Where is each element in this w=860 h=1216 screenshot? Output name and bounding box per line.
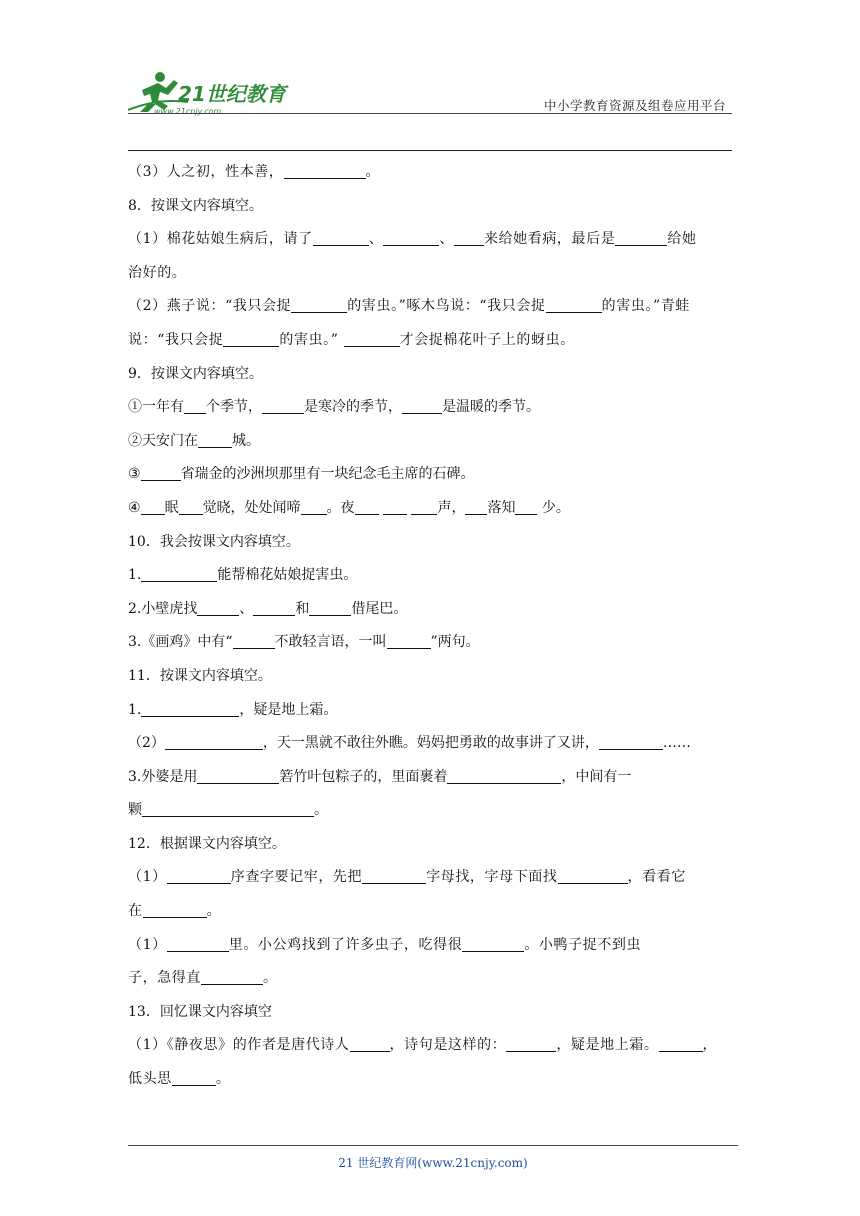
text-line: ④ 眠 觉晓，处处闻啼 。夜 声， 落知 少。 — [128, 499, 570, 516]
logo-url: www.21cnjy.com — [154, 107, 222, 116]
text-line: 治好的。 — [128, 264, 187, 281]
text-line: （1）《静夜思》的作者是唐代诗人 ，诗句是这样的： ，疑是地上霜。 ， — [128, 1037, 718, 1054]
text-line: ②天安门在 城。 — [128, 432, 260, 449]
answer-blank[interactable] — [462, 935, 524, 952]
answer-blank[interactable] — [197, 599, 239, 616]
question-heading: 13．回忆课文内容填空 — [128, 1003, 272, 1020]
answer-blank[interactable] — [447, 767, 561, 784]
question-heading: 11．按课文内容填空。 — [128, 667, 272, 684]
text-line: （2） ，天一黑就不敢往外瞧。妈妈把勇敢的故事讲了又讲， …… — [128, 735, 691, 752]
answer-blank[interactable] — [167, 935, 229, 952]
platform-name: 中小学教育资源及组卷应用平台 — [543, 98, 726, 113]
answer-blank[interactable] — [546, 296, 602, 313]
text-line: 颗 。 — [128, 802, 328, 819]
logo-text: 21世纪教育 — [178, 82, 286, 106]
runner-logo-icon — [128, 68, 298, 118]
header-rule-thick — [128, 150, 732, 151]
answer-blank[interactable] — [141, 565, 217, 582]
text-line: 2.小壁虎找 、 和 借尾巴。 — [128, 600, 408, 617]
text-line: 子，急得直 。 — [128, 970, 278, 987]
answer-blank[interactable] — [167, 867, 231, 884]
answer-blank[interactable] — [355, 498, 379, 515]
answer-blank[interactable] — [165, 733, 263, 750]
text-line: 在 。 — [128, 903, 222, 920]
answer-blank[interactable] — [387, 632, 431, 649]
text-line: 低头思 。 — [128, 1071, 231, 1088]
text-line: ①一年有 个季节， 是寒冷的季节， 是温暖的季节。 — [128, 399, 540, 416]
answer-blank[interactable] — [197, 767, 279, 784]
answer-blank[interactable] — [465, 498, 487, 515]
answer-blank[interactable] — [411, 498, 437, 515]
answer-blank[interactable] — [141, 464, 181, 481]
answer-blank[interactable] — [142, 800, 314, 817]
answer-blank[interactable] — [291, 296, 347, 313]
answer-blank[interactable] — [309, 599, 351, 616]
answer-blank[interactable] — [223, 330, 279, 347]
answer-blank[interactable] — [201, 968, 263, 985]
text-line: 1. ，疑是地上霜。 — [128, 701, 338, 718]
text-line: 1. 能帮棉花姑娘捉害虫。 — [128, 567, 358, 584]
answer-blank[interactable] — [362, 867, 426, 884]
footer-rule — [128, 1145, 738, 1146]
answer-blank[interactable] — [615, 229, 667, 246]
worksheet-content — [128, 156, 734, 1097]
text-line: （1） 里。小公鸡找到了许多虫子，吃得很 。小鸭子捉不到虫 — [128, 936, 642, 953]
text-line: 说：“我只会捉 的害虫。” 才会捉棉花叶子上的蚜虫。 — [128, 331, 575, 348]
answer-blank[interactable] — [184, 397, 206, 414]
logo — [128, 68, 298, 118]
answer-blank[interactable] — [454, 229, 484, 246]
answer-blank[interactable] — [558, 867, 628, 884]
answer-blank[interactable] — [143, 901, 207, 918]
answer-blank[interactable] — [179, 498, 203, 515]
page-footer — [128, 1145, 738, 1171]
answer-blank[interactable] — [301, 498, 327, 515]
answer-blank[interactable] — [350, 1035, 390, 1052]
text-line: 3.《画鸡》中有“ 不敢轻言语，一叫 ”两句。 — [128, 634, 480, 651]
answer-blank[interactable] — [233, 632, 275, 649]
answer-blank[interactable] — [344, 330, 400, 347]
answer-blank[interactable] — [313, 229, 369, 246]
text-line: ③ 省瑞金的沙洲坝那里有一块纪念毛主席的石碑。 — [128, 466, 475, 483]
answer-blank[interactable] — [141, 498, 165, 515]
answer-blank[interactable] — [402, 397, 442, 414]
question-heading: 10．我会按课文内容填空。 — [128, 533, 300, 550]
answer-blank[interactable] — [284, 162, 366, 179]
question-heading: 8．按课文内容填空。 — [128, 197, 263, 214]
answer-blank[interactable] — [506, 1035, 556, 1052]
question-heading: 9．按课文内容填空。 — [128, 365, 263, 382]
header-rule — [128, 113, 732, 114]
footer-text[interactable]: 21 世纪教育网(www.21cnjy.com) — [338, 1156, 528, 1170]
text-line: （3）人之初，性本善， 。 — [128, 164, 381, 180]
answer-blank[interactable] — [659, 1035, 703, 1052]
page-header — [128, 66, 732, 154]
answer-blank[interactable] — [383, 229, 439, 246]
answer-blank[interactable] — [172, 1069, 216, 1086]
answer-blank[interactable] — [262, 397, 304, 414]
answer-blank[interactable] — [198, 431, 232, 448]
answer-blank[interactable] — [383, 498, 407, 515]
text-line: 3.外婆是用 箬竹叶包粽子的，里面裹着 ，中间有一 — [128, 768, 632, 785]
question-heading: 12．根据课文内容填空。 — [128, 835, 286, 852]
text-line: （1） 序查字要记牢，先把 字母找，字母下面找 ，看看它 — [128, 869, 686, 886]
answer-blank[interactable] — [253, 599, 295, 616]
text-line: （1）棉花姑娘生病后，请了 、 、 来给她看病，最后是 给她 — [128, 231, 697, 248]
answer-blank[interactable] — [599, 733, 663, 750]
answer-blank[interactable] — [141, 700, 239, 717]
answer-blank[interactable] — [515, 498, 537, 515]
text-line: （2）燕子说：“我只会捉 的害虫。”啄木鸟说：“我只会捉 的害虫。”青蛙 — [128, 298, 690, 315]
